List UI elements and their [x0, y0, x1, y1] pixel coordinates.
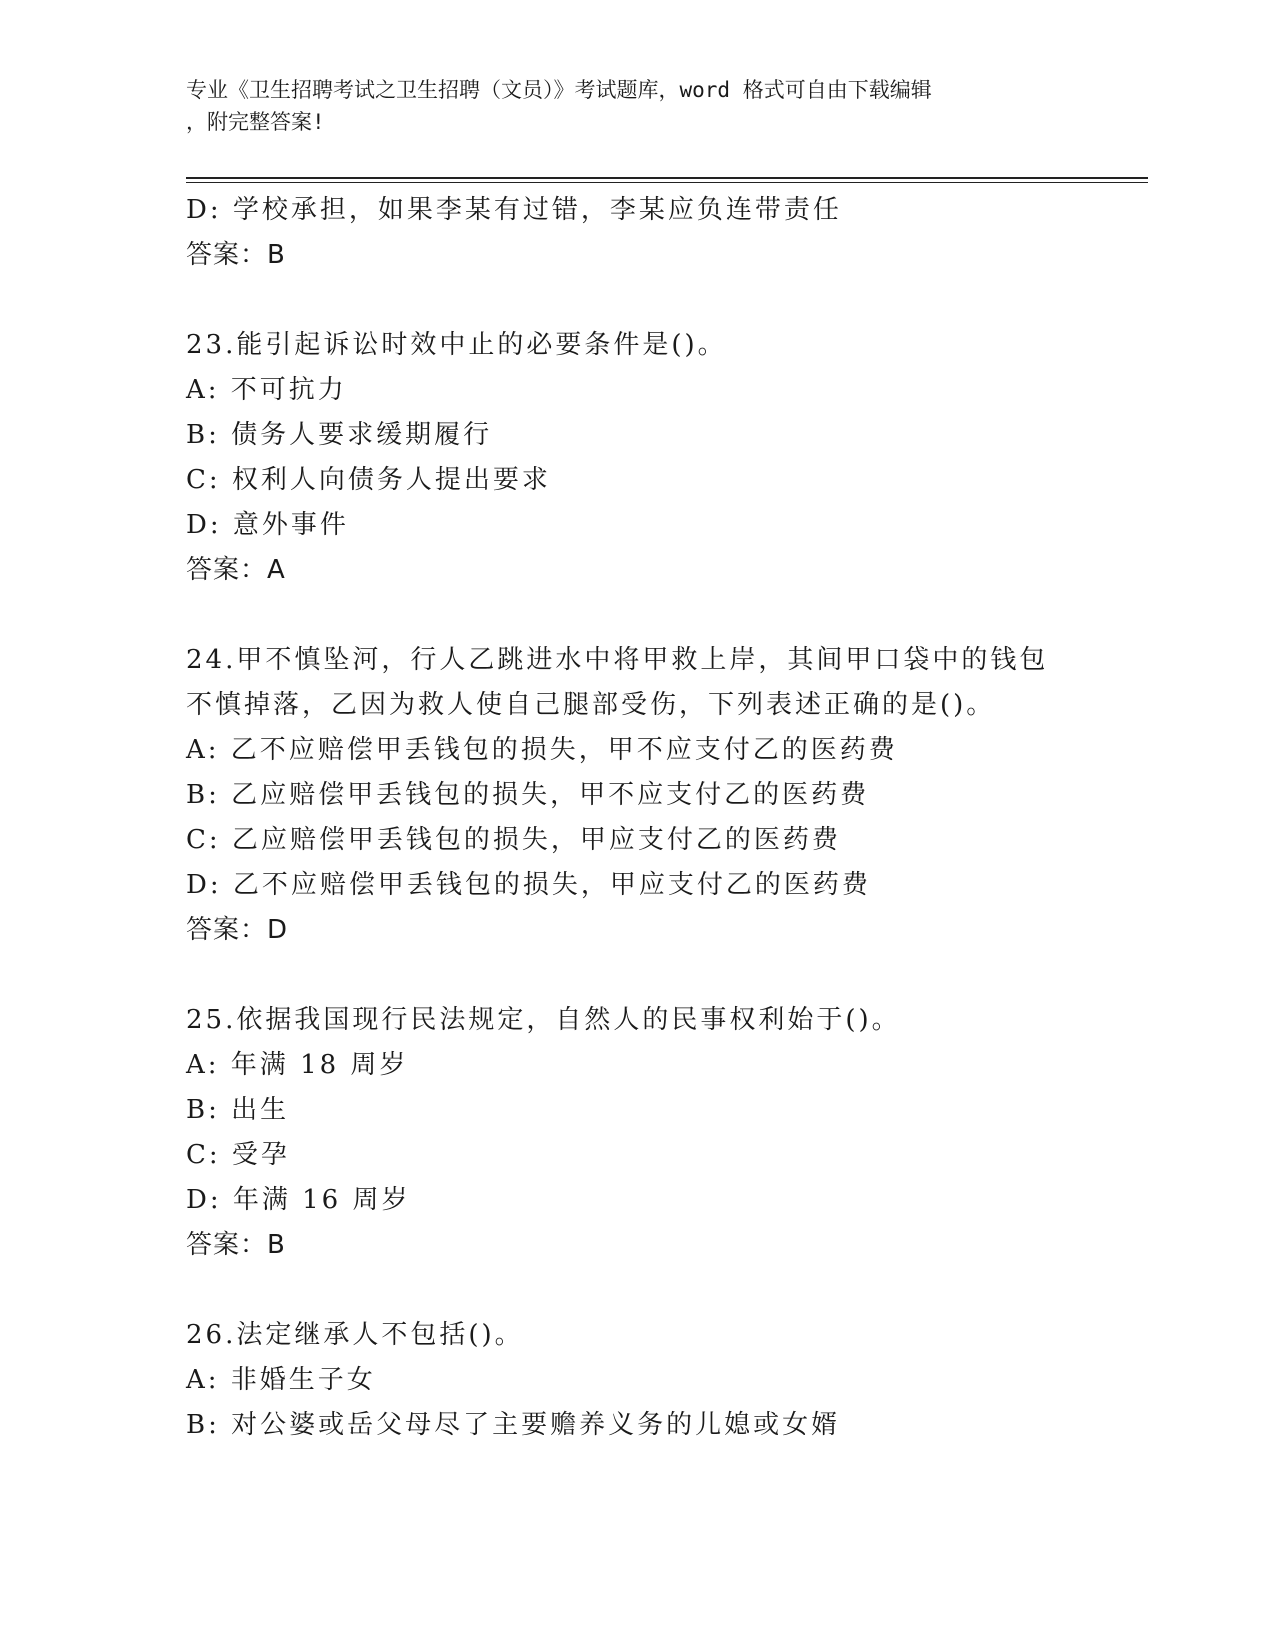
option-b: B: 对公婆或岳父母尽了主要赡养义务的儿媳或女婿: [186, 1410, 841, 1440]
option-c: C: 权利人向债务人提出要求: [186, 465, 551, 495]
previous-question-tail: [186, 188, 1148, 278]
header-rule: [186, 177, 1148, 179]
header-line-1: 专业《卫生招聘考试之卫生招聘（文员）》考试题库，word 格式可自由下载编辑: [186, 78, 932, 102]
question-stem: 25.依据我国现行民法规定，自然人的民事权利始于()。: [186, 1005, 901, 1035]
question-25: [186, 998, 1148, 1268]
question-list: [186, 188, 1148, 1448]
header-line-2: ，附完整答案!: [186, 110, 325, 134]
question-24: [186, 638, 1148, 953]
option-a: A: 乙不应赔偿甲丢钱包的损失，甲不应支付乙的医药费: [186, 735, 898, 765]
document-header: [186, 74, 1086, 138]
answer: 答案：D: [186, 915, 289, 945]
option-c: C: 乙应赔偿甲丢钱包的损失，甲应支付乙的医药费: [186, 825, 841, 855]
question-stem: 23.能引起诉讼时效中止的必要条件是()。: [186, 330, 727, 360]
option-a: A: 非婚生子女: [186, 1365, 376, 1395]
option-b: B: 出生: [186, 1095, 290, 1125]
option-d: D: 乙不应赔偿甲丢钱包的损失，甲应支付乙的医药费: [186, 870, 871, 900]
answer: 答案：B: [186, 240, 286, 270]
question-26: [186, 1313, 1148, 1448]
answer: 答案：B: [186, 1230, 286, 1260]
question-23: [186, 323, 1148, 593]
question-stem: 26.法定继承人不包括()。: [186, 1320, 524, 1350]
header-rule-thin: [186, 182, 1148, 183]
option-d: D: 年满 16 周岁: [186, 1185, 411, 1215]
option-c: C: 受孕: [186, 1140, 290, 1170]
option-b: B: 乙应赔偿甲丢钱包的损失，甲不应支付乙的医药费: [186, 780, 870, 810]
option-a: A: 年满 18 周岁: [186, 1050, 409, 1080]
option-d: D: 学校承担，如果李某有过错，李某应负连带责任: [186, 195, 842, 225]
option-d: D: 意外事件: [186, 510, 349, 540]
option-a: A: 不可抗力: [186, 375, 347, 405]
answer: 答案：A: [186, 555, 286, 585]
option-b: B: 债务人要求缓期履行: [186, 420, 493, 450]
question-stem: 24.甲不慎坠河，行人乙跳进水中将甲救上岸，其间甲口袋中的钱包不慎掉落，乙因为救人使自己腿部受伤，下列表述正确的是()。: [186, 645, 1049, 720]
